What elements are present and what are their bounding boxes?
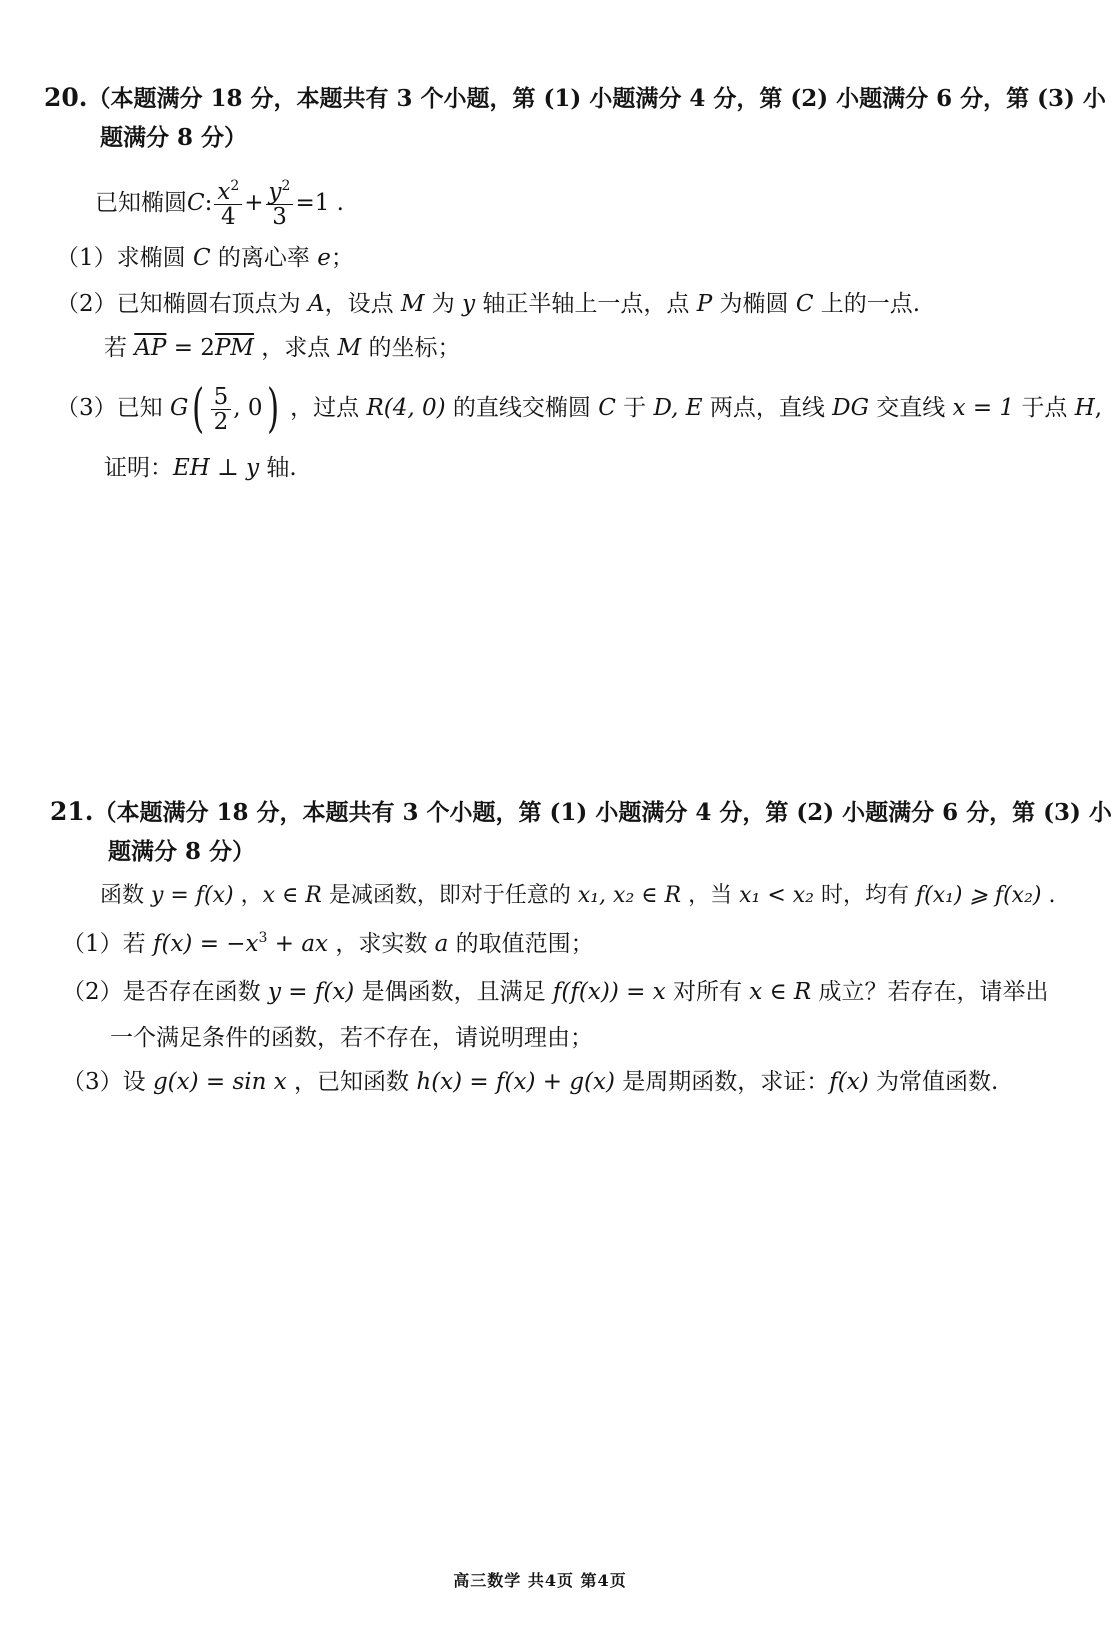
q20-frac-x-den: 4 xyxy=(220,203,236,230)
q20-p1-text-b: 的离心率 xyxy=(210,245,318,271)
q21-p3-label: （3） xyxy=(62,1069,123,1095)
q20-p2-label: （2） xyxy=(56,291,117,317)
q20-p3-var-c: C xyxy=(598,395,616,421)
q20-eq-rest: =1 . xyxy=(295,190,344,216)
q21-part1 xyxy=(62,928,594,960)
q21-part2-line2: 一个满足条件的函数，若不存在，请说明理由； xyxy=(110,1025,593,1051)
q21-p2-label: （2） xyxy=(62,979,123,1005)
q21-p1-label: （1） xyxy=(62,931,123,957)
q20-p3-g-rest: , 0 xyxy=(233,395,263,421)
q20-p3-line-dg: DG xyxy=(832,395,869,421)
right-paren-glyph: ) xyxy=(266,379,279,439)
q20-p2-line2-eq: = 2 xyxy=(166,335,215,361)
q21-given-f: . xyxy=(1041,883,1056,908)
q20-p3-line-eh: EH xyxy=(173,455,210,481)
q20-p3-text-c: 的直线交椭圆 xyxy=(445,395,599,421)
q20-vector-pm: $\overline{PM}$ xyxy=(214,335,254,361)
q20-given-prefix: 已知椭圆 xyxy=(95,190,187,216)
q20-p3-frac xyxy=(211,385,232,434)
q20-p3-frac-den: 2 xyxy=(213,408,229,435)
q20-p3-text-a: 已知 xyxy=(116,395,170,421)
q20-p2-text-d: 轴正半轴上一点，点 xyxy=(475,291,697,317)
q20-p3-point-h: H xyxy=(1074,395,1095,421)
q20-p3-var-g: G xyxy=(169,395,189,421)
q21-given-b: ， xyxy=(233,883,263,908)
q20-p3-text-f: 交直线 xyxy=(868,395,953,421)
q20-p2-var-y: y xyxy=(462,291,476,317)
q20-p3-line2-a: 证明： xyxy=(104,455,173,481)
q20-header-line1 xyxy=(44,82,1106,115)
q20-given-colon: : xyxy=(204,190,213,216)
q20-given-var: C xyxy=(187,190,205,216)
q20-p2-text-f: 上的一点. xyxy=(813,291,921,317)
q20-part3-line1 xyxy=(56,379,1103,439)
q20-p1-var-c: C xyxy=(192,245,211,271)
q21-p3-c: 是周期函数，求证： xyxy=(614,1069,830,1095)
q20-p3-line-x1: x = 1 xyxy=(952,395,1015,421)
q21-given-c: 是减函数，即对于任意的 xyxy=(321,883,578,908)
q20-p2-var-m: M xyxy=(400,291,425,317)
q20-part2-line2 xyxy=(104,332,460,364)
q20-p2-text-a: 已知椭圆右顶点为 xyxy=(116,291,308,317)
q20-p3-y-axis: y xyxy=(246,455,260,481)
q21-p1-exp: 3 xyxy=(258,930,268,946)
q20-p2-text-b: ，设点 xyxy=(324,291,401,317)
q20-p1-var-e: e xyxy=(317,245,331,271)
q20-p3-text-h: , xyxy=(1094,395,1103,421)
q20-part2-line1 xyxy=(56,288,920,320)
q21-p3-a: 设 xyxy=(122,1069,153,1095)
perpendicular-symbol: ⊥ xyxy=(209,455,247,481)
q21-given-x1-lt-x2: x₁ < x₂ xyxy=(739,883,814,908)
q21-p3-hx: h(x) = f(x) + g(x) xyxy=(416,1069,615,1095)
q21-given-d: ，当 xyxy=(681,883,740,908)
q21-p3-b: ，已知函数 xyxy=(286,1069,417,1095)
q20-p2-line2-c: 的坐标； xyxy=(361,335,461,361)
q20-p2-text-e: 为椭圆 xyxy=(712,291,796,317)
q21-given-a: 函数 xyxy=(100,883,151,908)
q20-p3-text-d: 于 xyxy=(615,395,654,421)
q21-p2-d: 成立？若存在，请举出 xyxy=(811,979,1049,1005)
q20-p3-text-e: 两点，直线 xyxy=(702,395,833,421)
q21-p3-gx: g(x) = sin x xyxy=(152,1069,287,1095)
q20-frac-y xyxy=(266,177,294,230)
q21-given-x12: x₁, x₂ ∈ R xyxy=(577,883,682,908)
q20-header-line2: 题满分 8 分） xyxy=(100,124,248,151)
q20-p3-point-r: R(4, 0) xyxy=(366,395,446,421)
q21-p2-ffx: f(f(x)) = x xyxy=(552,979,666,1005)
q21-p3-d: 为常值函数. xyxy=(868,1069,999,1095)
q20-plus: + xyxy=(244,190,264,216)
q20-p2-var-c: C xyxy=(795,291,814,317)
q21-header-line1 xyxy=(50,796,1112,829)
q21-given xyxy=(100,880,1055,912)
q20-header-text: （本题满分 18 分，本题共有 3 个小题，第 (1) 小题满分 4 分，第 (2) 小题满分 6 分，第 (3) 小 xyxy=(87,85,1106,112)
q20-p2-var-p: P xyxy=(696,291,713,317)
q21-given-e: 时，均有 xyxy=(813,883,916,908)
q20-p3-text-b: ，过点 xyxy=(282,395,367,421)
q21-p1-c: 的取值范围； xyxy=(448,931,594,957)
q20-frac-y-num: y xyxy=(268,178,282,205)
q20-p3-points-de: D, E xyxy=(653,395,703,421)
left-paren-glyph: ( xyxy=(192,379,205,439)
q20-p1-text-c: ； xyxy=(330,245,354,271)
q20-frac-x-num: x xyxy=(217,178,231,205)
q21-p1-a: 若 xyxy=(122,931,153,957)
q21-p1-fx: f(x) = −x xyxy=(152,931,259,957)
q20-frac-y-den: 3 xyxy=(272,203,287,230)
q20-number: 20. xyxy=(44,83,88,112)
q21-p2-a: 是否存在函数 xyxy=(122,979,268,1005)
q20-p1-text-a: 求椭圆 xyxy=(116,245,193,271)
q21-p2-xr: x ∈ R xyxy=(749,979,812,1005)
q20-p2-var-a: A xyxy=(307,291,325,317)
q20-p3-label: （3） xyxy=(56,395,117,421)
q21-part2-line1 xyxy=(62,976,1049,1008)
q21-p2-c: 对所有 xyxy=(665,979,750,1005)
q20-frac-y-exp: 2 xyxy=(281,177,291,194)
q20-p2-line2-m: M xyxy=(337,335,362,361)
q21-p2-yfx: y = f(x) xyxy=(267,979,355,1005)
q21-number: 21. xyxy=(50,797,94,826)
q20-frac-x-exp: 2 xyxy=(230,177,240,194)
q20-frac-x xyxy=(214,177,242,230)
q20-given xyxy=(95,175,344,231)
q20-part3-line2 xyxy=(104,452,297,484)
q20-part1 xyxy=(56,242,354,274)
q21-given-yfx: y = f(x) xyxy=(151,883,234,908)
page-footer: 高三数学 共4页 第4页 xyxy=(453,1571,627,1590)
q21-p1-b: ，求实数 xyxy=(328,931,435,957)
q21-given-inequality: f(x₁) ⩾ f(x₂) xyxy=(915,883,1042,908)
q20-p2-line2-a: 若 xyxy=(104,335,135,361)
q20-p3-frac-num: 5 xyxy=(211,385,232,410)
q20-p2-text-c: 为 xyxy=(424,291,463,317)
q21-header-text: （本题满分 18 分，本题共有 3 个小题，第 (1) 小题满分 4 分，第 (2) 小题满分 6 分，第 (3) 小 xyxy=(93,799,1112,826)
q21-given-xr: x ∈ R xyxy=(262,883,322,908)
q20-p1-label: （1） xyxy=(56,245,117,271)
q21-p1-var-a: a xyxy=(434,931,449,957)
q21-p2-b: 是偶函数，且满足 xyxy=(354,979,553,1005)
q20-p2-line2-b: ，求点 xyxy=(253,335,338,361)
q21-p1-ax: + ax xyxy=(267,931,329,957)
q20-p3-line2-b: 轴. xyxy=(259,455,297,481)
q20-vector-ap: $\overline{AP}$ xyxy=(134,335,167,361)
q21-part3 xyxy=(62,1066,998,1098)
q21-p3-fx: f(x) xyxy=(829,1069,869,1095)
q20-p3-text-g: 于点 xyxy=(1014,395,1075,421)
q21-header-line2: 题满分 8 分） xyxy=(108,838,256,865)
